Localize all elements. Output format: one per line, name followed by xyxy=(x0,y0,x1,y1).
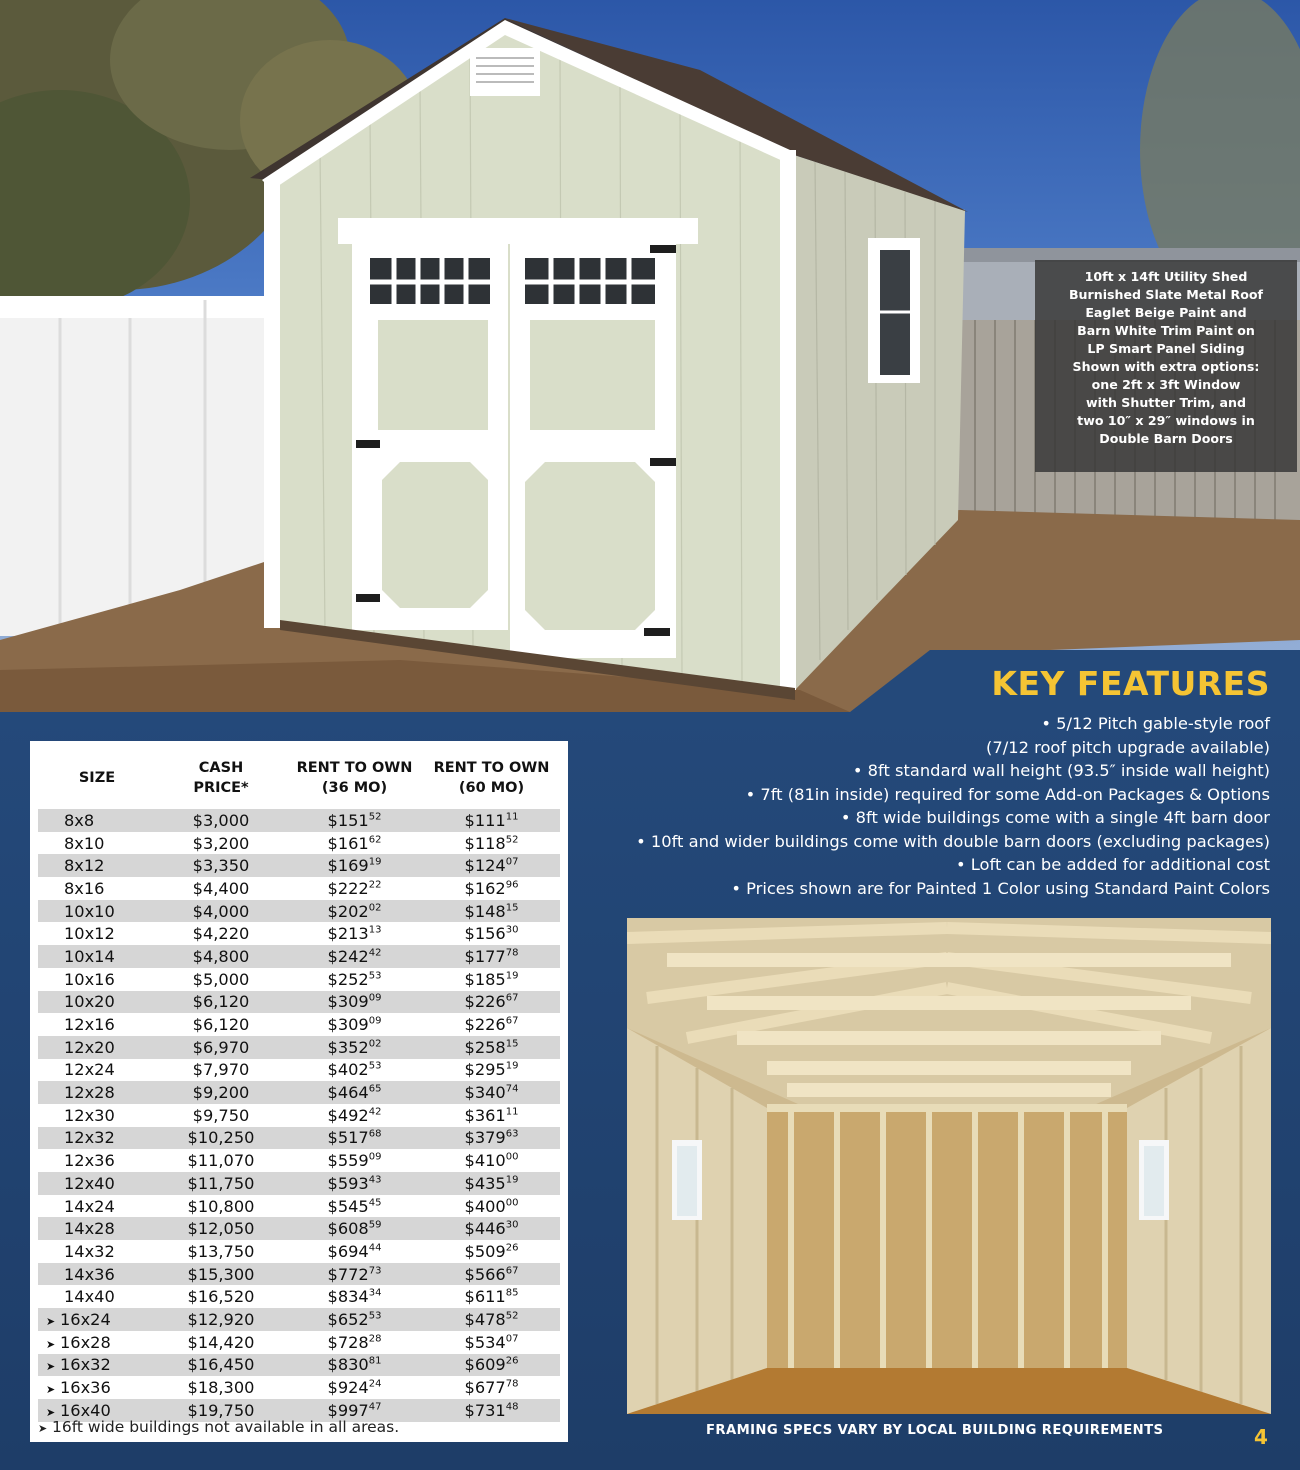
header-cash-price: CASH PRICE* xyxy=(193,760,249,796)
table-row xyxy=(38,1285,560,1308)
rto-60-cell: $\$340^{74}$ xyxy=(423,1081,560,1104)
header-size: SIZE xyxy=(78,770,116,786)
caption-line: 10ft x 14ft Utility Shed xyxy=(1084,269,1248,284)
interior-illustration xyxy=(627,918,1271,1414)
rto-60-cell: $\$677^{78}$ xyxy=(423,1376,560,1399)
rto-36-cell: $\$772^{73}$ xyxy=(286,1263,423,1286)
feature-item: • 8ft standard wall height (93.5″ inside wall height) xyxy=(852,761,1270,780)
rto-60-cell: $\$435^{19}$ xyxy=(423,1172,560,1195)
rto-60-cell: $\$611^{85}$ xyxy=(423,1285,560,1308)
cash-price-cell: $14,420 xyxy=(156,1331,286,1354)
feature-item: • Prices shown are for Painted 1 Color using Standard Paint Colors xyxy=(731,878,1270,898)
size-cell: 12x32 xyxy=(38,1127,156,1150)
price-table-header xyxy=(38,747,560,809)
cash-price-cell: $11,070 xyxy=(156,1149,286,1172)
size-cell: 8x8 xyxy=(38,809,156,832)
cash-price-cell: $16,450 xyxy=(156,1354,286,1377)
cash-price-cell: $4,800 xyxy=(156,945,286,968)
size-cell: 10x14 xyxy=(38,945,156,968)
size-cell: 12x30 xyxy=(38,1104,156,1127)
rto-36-cell: $\$559^{09}$ xyxy=(286,1149,423,1172)
cash-price-cell: $3,000 xyxy=(156,809,286,832)
rto-36-cell: $\$161^{62}$ xyxy=(286,832,423,855)
rto-36-cell: $\$252^{53}$ xyxy=(286,968,423,991)
table-row xyxy=(38,991,560,1014)
rto-60-cell: $\$124^{07}$ xyxy=(423,854,560,877)
table-row xyxy=(38,1127,560,1150)
rto-60-cell: $\$185^{19}$ xyxy=(423,968,560,991)
cash-price-cell: $3,200 xyxy=(156,832,286,855)
rto-36-cell: $\$652^{53}$ xyxy=(286,1308,423,1331)
table-row xyxy=(38,1331,560,1354)
size-cell: 12x40 xyxy=(38,1172,156,1195)
rto-60-cell: $\$111^{11}$ xyxy=(423,809,560,832)
rto-36-cell: $\$593^{43}$ xyxy=(286,1172,423,1195)
rto-36-cell: $\$222^{22}$ xyxy=(286,877,423,900)
rto-36-cell: $\$202^{02}$ xyxy=(286,900,423,923)
rto-36-cell: $\$924^{24}$ xyxy=(286,1376,423,1399)
rto-36-cell: $\$997^{47}$ xyxy=(286,1399,423,1422)
rto-36-cell: $\$608^{59}$ xyxy=(286,1217,423,1240)
rto-36-cell: $\$830^{81}$ xyxy=(286,1354,423,1377)
rto-60-cell: $\$361^{11}$ xyxy=(423,1104,560,1127)
feature-item: • Loft can be added for additional cost xyxy=(955,855,1270,874)
rto-36-cell: $\$545^{45}$ xyxy=(286,1195,423,1218)
price-table xyxy=(38,747,560,1422)
table-row xyxy=(38,1036,560,1059)
cash-price-cell: $19,750 xyxy=(156,1399,286,1422)
price-table-body xyxy=(38,809,560,1422)
cash-price-cell: $9,750 xyxy=(156,1104,286,1127)
rto-36-cell: $\$834^{34}$ xyxy=(286,1285,423,1308)
caption-line: LP Smart Panel Siding xyxy=(1087,341,1245,356)
cash-price-cell: $11,750 xyxy=(156,1172,286,1195)
size-cell: 12x20 xyxy=(38,1036,156,1059)
rto-60-cell: $\$177^{78}$ xyxy=(423,945,560,968)
rto-36-cell: $\$728^{28}$ xyxy=(286,1331,423,1354)
table-row xyxy=(38,809,560,832)
header-rto-36: RENT TO OWN (36 MO) xyxy=(296,760,413,796)
shed-interior-photo xyxy=(627,918,1271,1414)
rto-36-cell: $\$169^{19}$ xyxy=(286,854,423,877)
table-row xyxy=(38,968,560,991)
caption-line: Eaglet Beige Paint and xyxy=(1085,305,1247,320)
rto-36-cell: $\$464^{65}$ xyxy=(286,1081,423,1104)
rto-36-cell: $\$517^{68}$ xyxy=(286,1127,423,1150)
key-features-list xyxy=(636,712,1270,900)
cash-price-cell: $12,050 xyxy=(156,1217,286,1240)
rto-60-cell: $\$295^{19}$ xyxy=(423,1059,560,1082)
table-row xyxy=(38,1308,560,1331)
shed-caption xyxy=(1035,260,1297,472)
table-row xyxy=(38,1149,560,1172)
arrow-right-icon: ➤ xyxy=(46,1405,56,1419)
feature-item: • 10ft and wider buildings come with double barn doors (excluding packages) xyxy=(636,831,1270,851)
cash-price-cell: $12,920 xyxy=(156,1308,286,1331)
rto-60-cell: $\$379^{63}$ xyxy=(423,1127,560,1150)
rto-60-cell: $\$478^{52}$ xyxy=(423,1308,560,1331)
rto-60-cell: $\$566^{67}$ xyxy=(423,1263,560,1286)
rto-60-cell: $\$410^{00}$ xyxy=(423,1149,560,1172)
size-cell: 12x36 xyxy=(38,1149,156,1172)
table-row xyxy=(38,945,560,968)
size-cell: 10x12 xyxy=(38,922,156,945)
arrow-right-icon: ➤ xyxy=(46,1360,56,1374)
feature-item: • 8ft wide buildings come with a single 4ft barn door xyxy=(840,808,1270,827)
table-row xyxy=(38,922,560,945)
table-row xyxy=(38,854,560,877)
caption-line: one 2ft x 3ft Window xyxy=(1091,377,1241,392)
rto-60-cell: $\$609^{26}$ xyxy=(423,1354,560,1377)
cash-price-cell: $4,220 xyxy=(156,922,286,945)
size-cell: 8x16 xyxy=(38,877,156,900)
footnote xyxy=(38,1418,399,1436)
size-cell: 10x10 xyxy=(38,900,156,923)
rto-60-cell: $\$148^{15}$ xyxy=(423,900,560,923)
rto-36-cell: $\$694^{44}$ xyxy=(286,1240,423,1263)
size-cell: 14x32 xyxy=(38,1240,156,1263)
rto-60-cell: $\$258^{15}$ xyxy=(423,1036,560,1059)
caption-line: Double Barn Doors xyxy=(1099,431,1233,446)
size-cell: ➤ 16x24 xyxy=(38,1308,156,1331)
size-cell: 10x16 xyxy=(38,968,156,991)
caption-line: two 10″ x 29″ windows in xyxy=(1077,413,1255,428)
arrow-right-icon: ➤ xyxy=(38,1422,48,1435)
feature-item: • 5/12 Pitch gable-style roof xyxy=(1041,714,1270,733)
size-cell: 12x24 xyxy=(38,1059,156,1082)
rto-60-cell: $\$118^{52}$ xyxy=(423,832,560,855)
framing-note: FRAMING SPECS VARY BY LOCAL BUILDING REQUIREMENTS xyxy=(706,1423,1164,1438)
cash-price-cell: $3,350 xyxy=(156,854,286,877)
table-row xyxy=(38,1081,560,1104)
table-row xyxy=(38,877,560,900)
cash-price-cell: $6,120 xyxy=(156,991,286,1014)
size-cell: ➤ 16x36 xyxy=(38,1376,156,1399)
rto-60-cell: $\$534^{07}$ xyxy=(423,1331,560,1354)
size-cell: 12x16 xyxy=(38,1013,156,1036)
cash-price-cell: $6,120 xyxy=(156,1013,286,1036)
shed-exterior-photo xyxy=(0,0,1300,712)
rto-60-cell: $\$226^{67}$ xyxy=(423,1013,560,1036)
table-row xyxy=(38,1104,560,1127)
cash-price-cell: $10,250 xyxy=(156,1127,286,1150)
rto-36-cell: $\$309^{09}$ xyxy=(286,1013,423,1036)
rto-60-cell: $\$162^{96}$ xyxy=(423,877,560,900)
cash-price-cell: $18,300 xyxy=(156,1376,286,1399)
size-cell: ➤ 16x40 xyxy=(38,1399,156,1422)
rto-60-cell: $\$226^{67}$ xyxy=(423,991,560,1014)
cash-price-cell: $15,300 xyxy=(156,1263,286,1286)
table-row xyxy=(38,1059,560,1082)
rto-60-cell: $\$509^{26}$ xyxy=(423,1240,560,1263)
rto-36-cell: $\$242^{42}$ xyxy=(286,945,423,968)
table-row xyxy=(38,1263,560,1286)
cash-price-cell: $6,970 xyxy=(156,1036,286,1059)
table-row xyxy=(38,900,560,923)
rto-60-cell: $\$446^{30}$ xyxy=(423,1217,560,1240)
footnote-text: 16ft wide buildings not available in all areas. xyxy=(52,1418,400,1436)
price-table-card xyxy=(30,741,568,1442)
rto-36-cell: $\$213^{13}$ xyxy=(286,922,423,945)
size-cell: 8x10 xyxy=(38,832,156,855)
arrow-right-icon: ➤ xyxy=(46,1383,56,1397)
size-cell: ➤ 16x32 xyxy=(38,1354,156,1377)
table-row xyxy=(38,1217,560,1240)
header-rto-60: RENT TO OWN (60 MO) xyxy=(433,760,550,796)
rto-36-cell: $\$402^{53}$ xyxy=(286,1059,423,1082)
table-row xyxy=(38,1013,560,1036)
size-cell: 14x36 xyxy=(38,1263,156,1286)
cash-price-cell: $4,400 xyxy=(156,877,286,900)
cash-price-cell: $16,520 xyxy=(156,1285,286,1308)
feature-item: • 7ft (81in inside) required for some Add-on Packages & Options xyxy=(745,784,1270,804)
rto-36-cell: $\$309^{09}$ xyxy=(286,991,423,1014)
cash-price-cell: $7,970 xyxy=(156,1059,286,1082)
rto-60-cell: $\$156^{30}$ xyxy=(423,922,560,945)
arrow-right-icon: ➤ xyxy=(46,1314,56,1328)
table-row xyxy=(38,1240,560,1263)
key-features-title: KEY FEATURES xyxy=(991,664,1270,703)
size-cell: 10x20 xyxy=(38,991,156,1014)
cash-price-cell: $13,750 xyxy=(156,1240,286,1263)
size-cell: 8x12 xyxy=(38,854,156,877)
size-cell: 14x24 xyxy=(38,1195,156,1218)
arrow-right-icon: ➤ xyxy=(46,1337,56,1351)
caption-line: with Shutter Trim, and xyxy=(1085,395,1246,410)
page-number: 4 xyxy=(1254,1425,1268,1449)
caption-line: Barn White Trim Paint on xyxy=(1077,323,1255,338)
table-row xyxy=(38,832,560,855)
rto-60-cell: $\$400^{00}$ xyxy=(423,1195,560,1218)
rto-60-cell: $\$731^{48}$ xyxy=(423,1399,560,1422)
size-cell: ➤ 16x28 xyxy=(38,1331,156,1354)
table-row xyxy=(38,1376,560,1399)
caption-line: Shown with extra options: xyxy=(1072,359,1260,374)
table-row xyxy=(38,1195,560,1218)
cash-price-cell: $5,000 xyxy=(156,968,286,991)
table-row xyxy=(38,1354,560,1377)
size-cell: 12x28 xyxy=(38,1081,156,1104)
rto-36-cell: $\$151^{52}$ xyxy=(286,809,423,832)
cash-price-cell: $9,200 xyxy=(156,1081,286,1104)
cash-price-cell: $10,800 xyxy=(156,1195,286,1218)
size-cell: 14x40 xyxy=(38,1285,156,1308)
feature-item: (7/12 roof pitch upgrade available) xyxy=(986,737,1270,757)
rto-36-cell: $\$492^{42}$ xyxy=(286,1104,423,1127)
table-row xyxy=(38,1172,560,1195)
size-cell: 14x28 xyxy=(38,1217,156,1240)
rto-36-cell: $\$352^{02}$ xyxy=(286,1036,423,1059)
cash-price-cell: $4,000 xyxy=(156,900,286,923)
caption-line: Burnished Slate Metal Roof xyxy=(1068,287,1264,302)
